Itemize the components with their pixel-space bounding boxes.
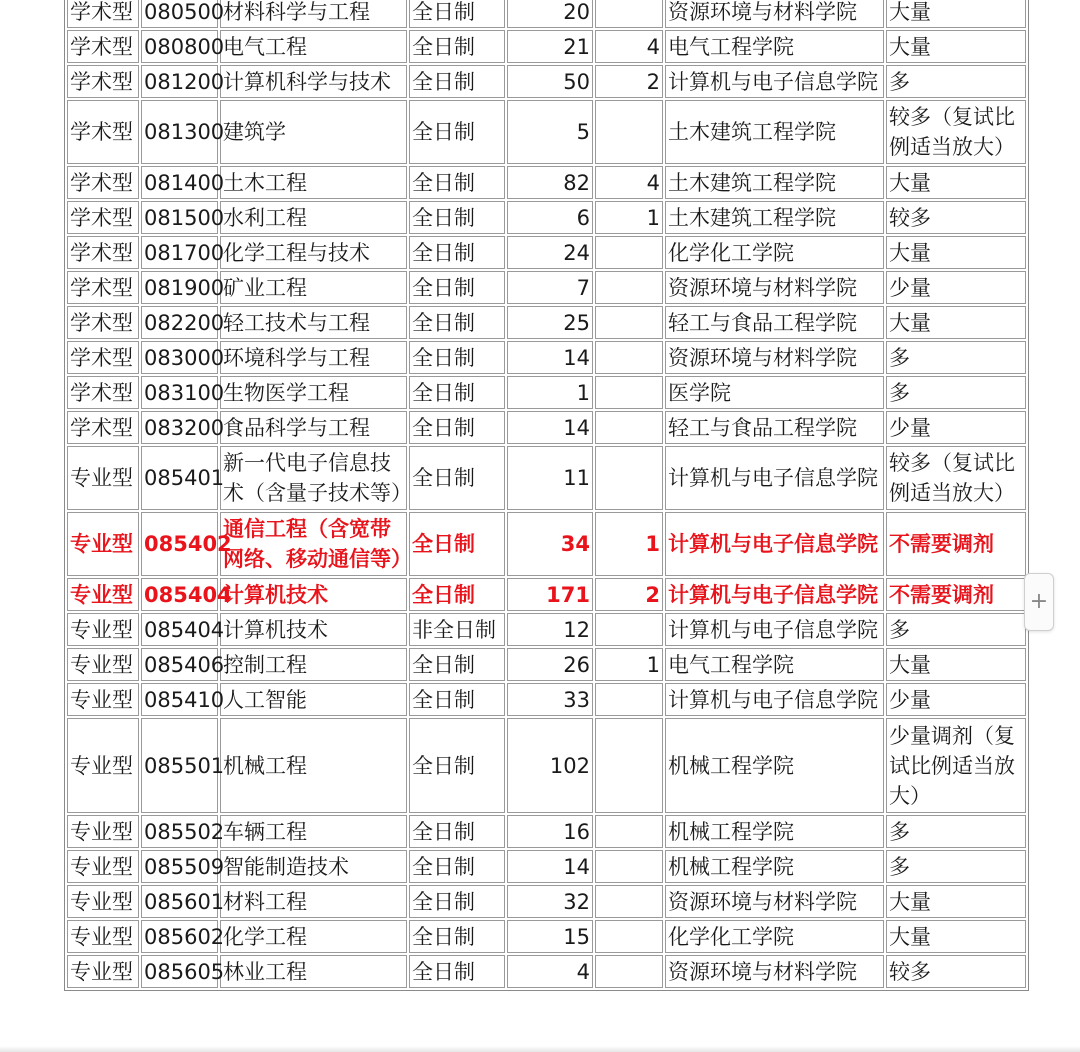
study-mode-cell: 全日制 [409, 683, 505, 716]
study-mode-cell: 全日制 [409, 30, 505, 63]
major-code-cell: 085401 [141, 446, 218, 510]
plan-count-cell: 14 [507, 411, 593, 444]
plan-count-cell: 1 [507, 376, 593, 409]
admitted-count-cell: 4 [595, 30, 663, 63]
study-mode-cell: 全日制 [409, 306, 505, 339]
degree-type-cell: 专业型 [67, 683, 139, 716]
school-cell: 资源环境与材料学院 [665, 0, 884, 28]
table-row [67, 512, 1026, 576]
study-mode-cell: 全日制 [409, 920, 505, 953]
study-mode-cell: 全日制 [409, 236, 505, 269]
admitted-count-cell [595, 850, 663, 883]
study-mode-cell: 全日制 [409, 446, 505, 510]
school-cell: 化学化工学院 [665, 920, 884, 953]
table-row [67, 376, 1026, 409]
table-row [67, 30, 1026, 63]
major-code-cell: 085605 [141, 955, 218, 988]
adjustment-cell: 大量 [886, 885, 1026, 918]
major-name-cell: 机械工程 [220, 718, 407, 813]
table-row [67, 411, 1026, 444]
major-name-cell: 智能制造技术 [220, 850, 407, 883]
school-cell: 计算机与电子信息学院 [665, 613, 884, 646]
degree-type-cell: 专业型 [67, 955, 139, 988]
school-cell: 土木建筑工程学院 [665, 201, 884, 234]
major-name-cell: 材料工程 [220, 885, 407, 918]
degree-type-cell: 学术型 [67, 30, 139, 63]
plan-count-cell: 11 [507, 446, 593, 510]
major-code-cell: 085502 [141, 815, 218, 848]
table-row [67, 718, 1026, 813]
major-name-cell: 材料科学与工程 [220, 0, 407, 28]
study-mode-cell: 全日制 [409, 376, 505, 409]
table-row [67, 578, 1026, 611]
study-mode-cell: 全日制 [409, 341, 505, 374]
adjustment-cell: 多 [886, 341, 1026, 374]
major-name-cell: 车辆工程 [220, 815, 407, 848]
major-code-cell: 085501 [141, 718, 218, 813]
degree-type-cell: 学术型 [67, 411, 139, 444]
study-mode-cell: 全日制 [409, 955, 505, 988]
admitted-count-cell: 1 [595, 512, 663, 576]
degree-type-cell: 专业型 [67, 512, 139, 576]
admitted-count-cell [595, 0, 663, 28]
plan-count-cell: 171 [507, 578, 593, 611]
degree-type-cell: 学术型 [67, 100, 139, 164]
admitted-count-cell [595, 271, 663, 304]
admissions-table [64, 0, 1029, 991]
degree-type-cell: 学术型 [67, 376, 139, 409]
admitted-count-cell [595, 100, 663, 164]
school-cell: 轻工与食品工程学院 [665, 306, 884, 339]
degree-type-cell: 专业型 [67, 446, 139, 510]
major-name-cell: 建筑学 [220, 100, 407, 164]
adjustment-cell: 多 [886, 815, 1026, 848]
plan-count-cell: 26 [507, 648, 593, 681]
admitted-count-cell [595, 376, 663, 409]
admitted-count-cell: 4 [595, 166, 663, 199]
major-name-cell: 控制工程 [220, 648, 407, 681]
adjustment-cell: 大量 [886, 306, 1026, 339]
major-name-cell: 矿业工程 [220, 271, 407, 304]
study-mode-cell: 全日制 [409, 850, 505, 883]
adjustment-cell: 多 [886, 376, 1026, 409]
plan-count-cell: 32 [507, 885, 593, 918]
degree-type-cell: 学术型 [67, 341, 139, 374]
major-name-cell: 生物医学工程 [220, 376, 407, 409]
admitted-count-cell [595, 955, 663, 988]
study-mode-cell: 全日制 [409, 815, 505, 848]
major-name-cell: 食品科学与工程 [220, 411, 407, 444]
study-mode-cell: 全日制 [409, 411, 505, 444]
degree-type-cell: 专业型 [67, 815, 139, 848]
table-row [67, 683, 1026, 716]
adjustment-cell: 不需要调剂 [886, 578, 1026, 611]
plan-count-cell: 102 [507, 718, 593, 813]
adjustment-cell: 大量 [886, 648, 1026, 681]
plan-count-cell: 25 [507, 306, 593, 339]
school-cell: 机械工程学院 [665, 718, 884, 813]
school-cell: 机械工程学院 [665, 850, 884, 883]
degree-type-cell: 学术型 [67, 271, 139, 304]
degree-type-cell: 专业型 [67, 885, 139, 918]
adjustment-cell: 少量 [886, 683, 1026, 716]
plan-count-cell: 15 [507, 920, 593, 953]
adjustment-cell: 较多（复试比例适当放大） [886, 100, 1026, 164]
school-cell: 医学院 [665, 376, 884, 409]
school-cell: 计算机与电子信息学院 [665, 446, 884, 510]
table-row [67, 0, 1026, 28]
plan-count-cell: 16 [507, 815, 593, 848]
major-code-cell: 081700 [141, 236, 218, 269]
admitted-count-cell: 2 [595, 65, 663, 98]
major-name-cell: 林业工程 [220, 955, 407, 988]
school-cell: 计算机与电子信息学院 [665, 512, 884, 576]
major-name-cell: 土木工程 [220, 166, 407, 199]
plan-count-cell: 33 [507, 683, 593, 716]
degree-type-cell: 专业型 [67, 613, 139, 646]
major-name-cell: 通信工程（含宽带网络、移动通信等） [220, 512, 407, 576]
school-cell: 土木建筑工程学院 [665, 166, 884, 199]
degree-type-cell: 专业型 [67, 648, 139, 681]
major-name-cell: 计算机技术 [220, 578, 407, 611]
admitted-count-cell [595, 920, 663, 953]
degree-type-cell: 专业型 [67, 850, 139, 883]
adjustment-cell: 较多 [886, 201, 1026, 234]
table-row [67, 648, 1026, 681]
adjustment-cell: 少量调剂（复试比例适当放大） [886, 718, 1026, 813]
table-row [67, 613, 1026, 646]
plan-count-cell: 82 [507, 166, 593, 199]
degree-type-cell: 学术型 [67, 236, 139, 269]
study-mode-cell: 全日制 [409, 885, 505, 918]
school-cell: 计算机与电子信息学院 [665, 65, 884, 98]
adjustment-cell: 大量 [886, 0, 1026, 28]
major-name-cell: 化学工程与技术 [220, 236, 407, 269]
admitted-count-cell: 1 [595, 648, 663, 681]
table-row [67, 65, 1026, 98]
admitted-count-cell [595, 815, 663, 848]
scroll-edge [0, 1046, 1080, 1052]
major-name-cell: 计算机科学与技术 [220, 65, 407, 98]
admitted-count-cell [595, 683, 663, 716]
study-mode-cell: 全日制 [409, 0, 505, 28]
degree-type-cell: 学术型 [67, 65, 139, 98]
school-cell: 资源环境与材料学院 [665, 955, 884, 988]
degree-type-cell: 专业型 [67, 920, 139, 953]
study-mode-cell: 全日制 [409, 271, 505, 304]
major-code-cell: 081200 [141, 65, 218, 98]
table-row [67, 201, 1026, 234]
admitted-count-cell [595, 885, 663, 918]
degree-type-cell: 学术型 [67, 201, 139, 234]
major-code-cell: 083100 [141, 376, 218, 409]
table-row [67, 306, 1026, 339]
admitted-count-cell [595, 446, 663, 510]
admitted-count-cell [595, 341, 663, 374]
table-row [67, 446, 1026, 510]
adjustment-cell: 多 [886, 613, 1026, 646]
major-code-cell: 080800 [141, 30, 218, 63]
school-cell: 土木建筑工程学院 [665, 100, 884, 164]
plan-count-cell: 6 [507, 201, 593, 234]
admitted-count-cell [595, 306, 663, 339]
plan-count-cell: 20 [507, 0, 593, 28]
adjustment-cell: 大量 [886, 166, 1026, 199]
admitted-count-cell [595, 613, 663, 646]
school-cell: 轻工与食品工程学院 [665, 411, 884, 444]
plan-count-cell: 14 [507, 850, 593, 883]
major-code-cell: 085509 [141, 850, 218, 883]
major-code-cell: 085602 [141, 920, 218, 953]
study-mode-cell: 全日制 [409, 201, 505, 234]
major-name-cell: 化学工程 [220, 920, 407, 953]
table-row [67, 955, 1026, 988]
major-code-cell: 083000 [141, 341, 218, 374]
table-row [67, 341, 1026, 374]
admissions-table-container [64, 0, 1022, 991]
adjustment-cell: 大量 [886, 30, 1026, 63]
study-mode-cell: 全日制 [409, 65, 505, 98]
major-name-cell: 新一代电子信息技术（含量子技术等） [220, 446, 407, 510]
adjustment-cell: 多 [886, 65, 1026, 98]
major-code-cell: 081400 [141, 166, 218, 199]
plan-count-cell: 12 [507, 613, 593, 646]
school-cell: 资源环境与材料学院 [665, 885, 884, 918]
school-cell: 机械工程学院 [665, 815, 884, 848]
major-code-cell: 080500 [141, 0, 218, 28]
major-code-cell: 081500 [141, 201, 218, 234]
admitted-count-cell [595, 236, 663, 269]
major-name-cell: 水利工程 [220, 201, 407, 234]
degree-type-cell: 学术型 [67, 166, 139, 199]
major-code-cell: 085601 [141, 885, 218, 918]
study-mode-cell: 全日制 [409, 512, 505, 576]
major-code-cell: 081300 [141, 100, 218, 164]
major-name-cell: 计算机技术 [220, 613, 407, 646]
plan-count-cell: 24 [507, 236, 593, 269]
degree-type-cell: 学术型 [67, 0, 139, 28]
adjustment-cell: 少量 [886, 411, 1026, 444]
study-mode-cell: 全日制 [409, 578, 505, 611]
adjustment-cell: 不需要调剂 [886, 512, 1026, 576]
study-mode-cell: 全日制 [409, 718, 505, 813]
plus-icon: + [1029, 589, 1049, 614]
major-name-cell: 轻工技术与工程 [220, 306, 407, 339]
degree-type-cell: 专业型 [67, 578, 139, 611]
school-cell: 计算机与电子信息学院 [665, 578, 884, 611]
plan-count-cell: 21 [507, 30, 593, 63]
adjustment-cell: 多 [886, 850, 1026, 883]
school-cell: 资源环境与材料学院 [665, 341, 884, 374]
plan-count-cell: 5 [507, 100, 593, 164]
plan-count-cell: 34 [507, 512, 593, 576]
major-name-cell: 电气工程 [220, 30, 407, 63]
study-mode-cell: 全日制 [409, 648, 505, 681]
table-row [67, 850, 1026, 883]
adjustment-cell: 较多（复试比例适当放大） [886, 446, 1026, 510]
school-cell: 电气工程学院 [665, 30, 884, 63]
table-row [67, 815, 1026, 848]
plan-count-cell: 7 [507, 271, 593, 304]
major-code-cell: 085402 [141, 512, 218, 576]
school-cell: 资源环境与材料学院 [665, 271, 884, 304]
major-code-cell: 085404 [141, 578, 218, 611]
school-cell: 化学化工学院 [665, 236, 884, 269]
table-row [67, 236, 1026, 269]
major-name-cell: 环境科学与工程 [220, 341, 407, 374]
table-row [67, 166, 1026, 199]
study-mode-cell: 非全日制 [409, 613, 505, 646]
major-name-cell: 人工智能 [220, 683, 407, 716]
adjustment-cell: 少量 [886, 271, 1026, 304]
adjustment-cell: 大量 [886, 236, 1026, 269]
school-cell: 电气工程学院 [665, 648, 884, 681]
table-row [67, 885, 1026, 918]
major-code-cell: 081900 [141, 271, 218, 304]
admitted-count-cell: 2 [595, 578, 663, 611]
expand-button[interactable] [1024, 573, 1054, 631]
plan-count-cell: 50 [507, 65, 593, 98]
admitted-count-cell: 1 [595, 201, 663, 234]
table-row [67, 920, 1026, 953]
major-code-cell: 085404 [141, 613, 218, 646]
table-row [67, 100, 1026, 164]
adjustment-cell: 较多 [886, 955, 1026, 988]
admitted-count-cell [595, 411, 663, 444]
school-cell: 计算机与电子信息学院 [665, 683, 884, 716]
degree-type-cell: 专业型 [67, 718, 139, 813]
study-mode-cell: 全日制 [409, 100, 505, 164]
plan-count-cell: 14 [507, 341, 593, 374]
table-row [67, 271, 1026, 304]
adjustment-cell: 大量 [886, 920, 1026, 953]
study-mode-cell: 全日制 [409, 166, 505, 199]
major-code-cell: 082200 [141, 306, 218, 339]
major-code-cell: 085410 [141, 683, 218, 716]
major-code-cell: 083200 [141, 411, 218, 444]
plan-count-cell: 4 [507, 955, 593, 988]
degree-type-cell: 学术型 [67, 306, 139, 339]
admitted-count-cell [595, 718, 663, 813]
table-body [67, 0, 1026, 988]
major-code-cell: 085406 [141, 648, 218, 681]
